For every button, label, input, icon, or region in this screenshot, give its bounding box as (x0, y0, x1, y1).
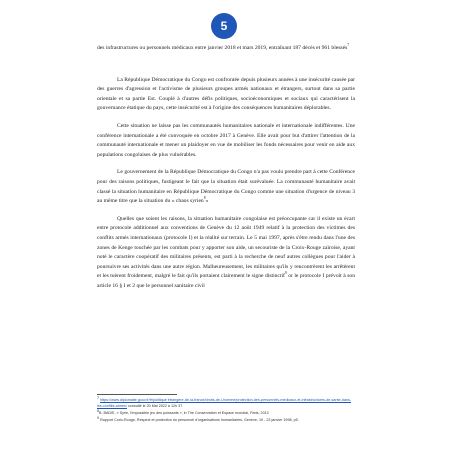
paragraph-1: des infrastructures ou personnels médicaux entre janvier 2018 et mars 2019, entraînant 187 décès et 961 blessés$^7$ (97, 43, 350, 51)
footnote-8: $^8$B. BADIE, « Syrie, l'impossible jeu des puissants », in The Conservation et Espace mondial, Paris, 2013 (97, 408, 269, 415)
footnote-ref-8[interactable]: 8 (203, 196, 206, 201)
paragraph-3: Cette situation ne laisse pas les communautés humanitaires nationale et internationale indifférentes. Une conférence internationale a été convoquée en octobre 2017 à Genève. Elle avait pour but d'attirer l'attention de la communauté internationale et mener un plaidoyer en vue de mobiliser les fonds nécessaires pour venir en aide aux populations congolaises de plus vulnérables. (97, 122, 355, 158)
footnote-7-link[interactable]: https://www.diplomatie.gouv.fr/fr/politique étrangère-de-la-france/droits-de-l-homme/protection-des-personnels-medicaux-et-infrastructures-de-sante-dans-les-conflits-armes/ (97, 398, 352, 408)
body-text (97, 44, 355, 299)
footnote-7: $^7$ https://www.diplomatie.gouv.fr/fr/politique étrangère-de-la-france/droits-de-l-homme/protection-des-personnels-medicaux-et-infrastructures-de-sante-dans-les-conflits-armes/ consulté le 20 Mai 2022 à 12h 37 (97, 396, 352, 408)
footnote-ref-9[interactable]: 9 (284, 271, 287, 276)
page-number: 5 (220, 19, 228, 33)
footnote-9: $^9$ Rapport Croix-Rouge, Respect et protection du personnel d'organisations humanitaires, Genève, 19 - 23 janvier 1998, p5. (97, 415, 299, 422)
footnote-divider (97, 394, 177, 395)
footnotes (97, 394, 355, 425)
paragraph-2: La République Démocratique du Congo est confrontée depuis plusieurs années à une insécurité causée par des guerres d'agression et l'activisme de plusieurs groupes armés nationaux et étrangers, surtout dans sa partie orientale et sa partie Est. Couplé à d'autres défis politiques, socioéconomiques et sociaux qui caractérisent la gouvernance étatique du pays, cette insécurité est à l'origine des conséquences humanitaires déplorables. (97, 76, 355, 112)
paragraph-4: Le gouvernement de la République Démocratique du Congo n'a pas voulu prendre part à cette Conférence pour des raisons politiques, fustigeant le fait que la situation était surévaluée. La communauté humanitaire avait classé la situation humanitaire en République Démocratique du Congo comme une situation d'urgence de niveau 3 au même titre que la situation du « chaos syrien$^8$» (97, 169, 355, 205)
footnote-ref-7[interactable]: 7 (347, 43, 350, 48)
paragraph-5: Quelles que soient les raisons, la situation humanitaire congolaise est préoccupante car il existe un écart entre protocole additionnel aux conventions de Genève du 12 août 1949 relatif à la protection des victimes des conflits armés internationaux (protocole I) et la réalité sur terrain. Le 5 mai 1997, après s'être rendu dans l'une des zones de Kenge touchée par les combats pour y apporter son aide, un secouriste de la Croix-Rouge zaïroise, ayant noté le caractère coopératif des militaires présents, est parti à la recherche de neuf autres collègues pour l'aider à poursuivre ses activités dans une autre région. Malheureusement, les militaires qu'ils y rencontrèrent les arrêtèrent et les tuèrent froidement, malgré le fait qu'ils portaient clairement le signe distinctif$^9$ or le protocole I prévoit à son article 16 § I et 2 que le personnel sanitaire civil (97, 215, 355, 289)
page-number-badge (211, 13, 237, 39)
